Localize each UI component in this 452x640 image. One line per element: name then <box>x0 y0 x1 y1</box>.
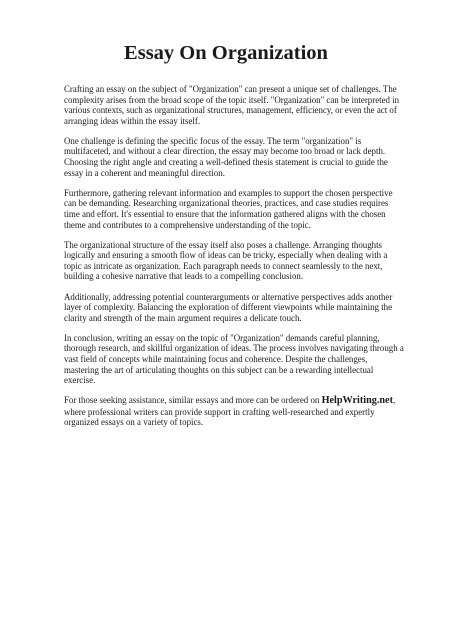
helpwriting-link[interactable]: HelpWriting.net <box>321 395 393 407</box>
closing-text-end: , where professional writers can provide support in crafting well-researched and expertly organized essays on a variety of topics. <box>64 395 396 428</box>
essay-title: Essay On Organization <box>124 42 328 64</box>
paragraph-4: The organizational structure of the essay itself also poses a challenge. Arranging thoughts logically and ensuring a smooth flow of ideas can be tricky, especially when dealing with a topic as intricate as organization. Each paragraph needs to connect seamlessly to the next, building a cohesive narrative that leads to a compelling conclusion. <box>64 239 388 282</box>
paragraph-2: One challenge is defining the specific focus of the essay. The term "organization" is multifaceted, and without a clear direction, the essay may become too broad or lack depth. Choosing the right angle and creating a well-defined thesis statement is crucial to guide the essay in a coherent and meaningful direction. <box>64 135 388 178</box>
paragraph-5: Additionally, addressing potential counterarguments or alternative perspectives adds another layer of complexity. Balancing the exploration of different viewpoints while maintaining the clarity and strength of the main argument requires a delicate touch. <box>64 291 393 323</box>
paragraph-3: Furthermore, gathering relevant information and examples to support the chosen perspective can be demanding. Researching organizational theories, practices, and case studies requires time and effort. It's essential to ensure that the information gathered aligns with the chosen theme and contributes to a comprehensive understanding of the topic. <box>64 187 393 230</box>
closing-paragraph <box>64 395 404 428</box>
paragraph-1: Crafting an essay on the subject of "Organization" can present a unique set of challenges. The complexity arises from the broad scope of the topic itself. "Organization" can be interpreted in various contexts, such as organizational structures, management, efficiency, or even the act of arranging ideas within the essay itself. <box>64 84 400 126</box>
closing-text-start: For those seeking assistance, similar essays and more can be ordered on <box>64 395 322 406</box>
paragraph-6: In conclusion, writing an essay on the topic of "Organization" demands careful planning, thorough research, and skillful organization of ideas. The process involves navigating through a vast field of concepts while maintaining focus and coherence. Despite the challenges, mastering the art of articulating thoughts on this subject can be a rewarding intellectual exercise. <box>64 332 404 386</box>
essay-body <box>64 84 404 438</box>
